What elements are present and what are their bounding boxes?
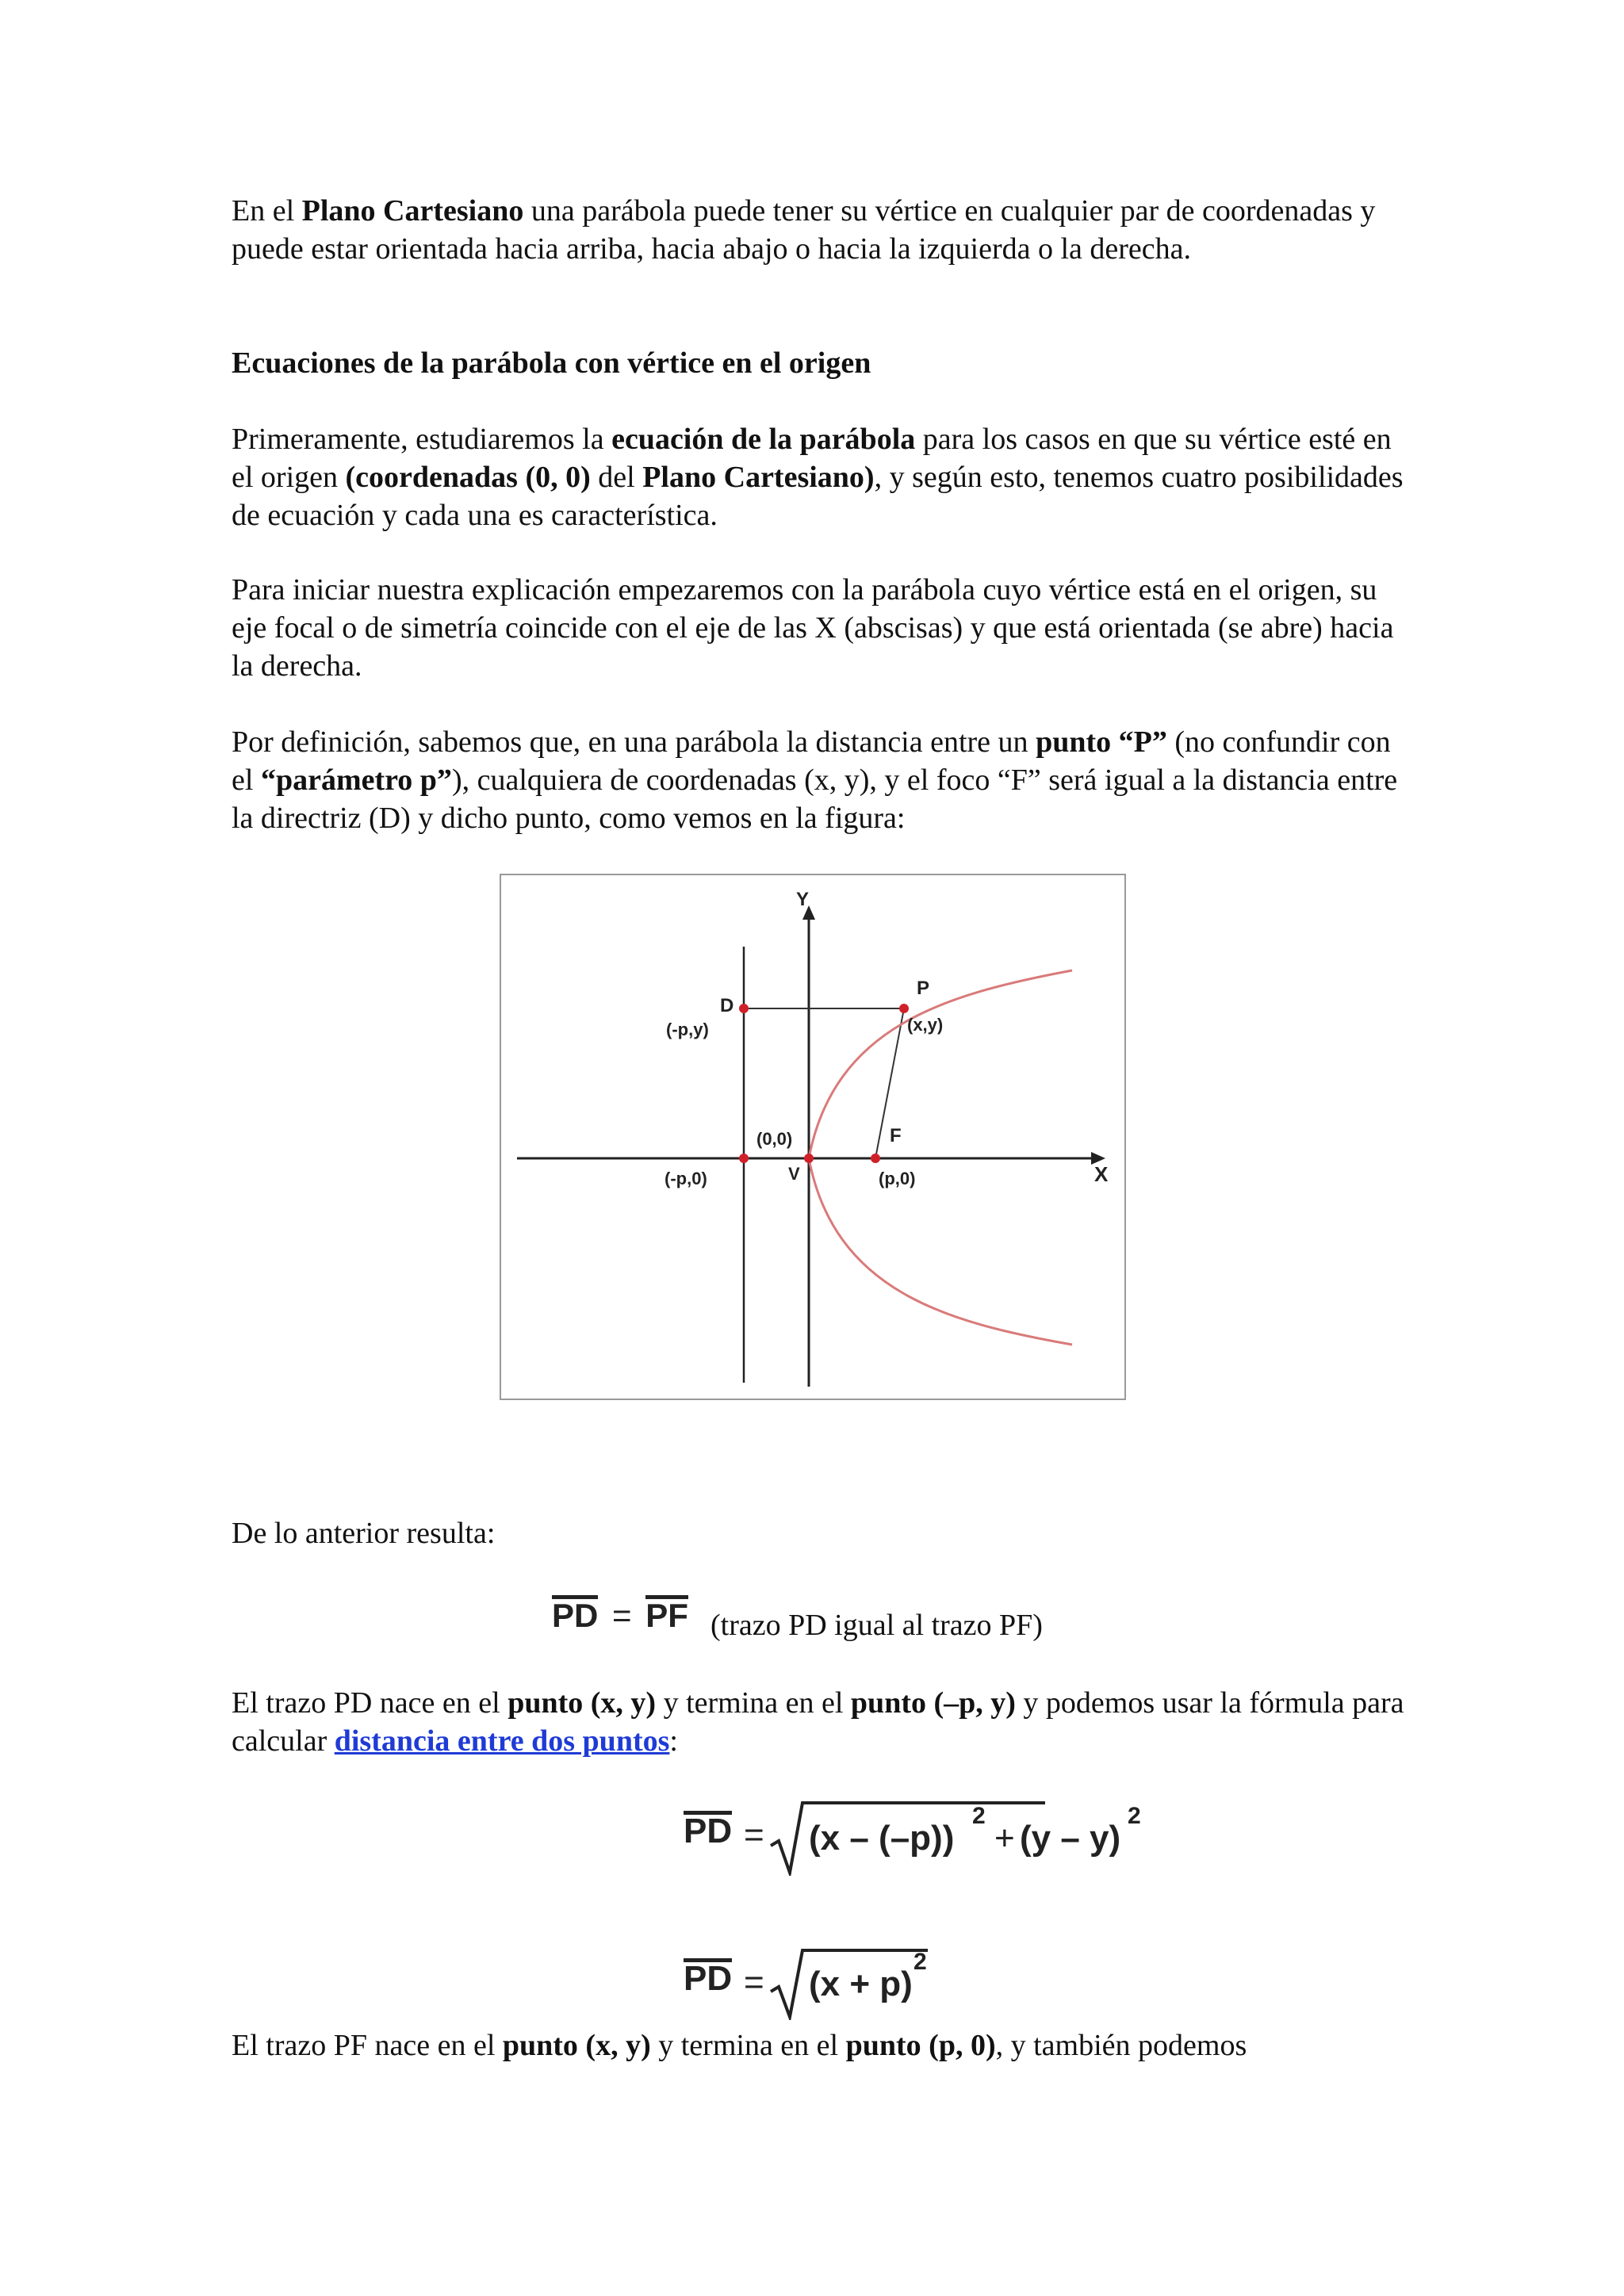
- paragraph-pf-trace: [232, 2026, 1405, 2064]
- pd-segment: PD: [684, 1812, 733, 1850]
- bold-text: Plano Cartesiano: [301, 194, 524, 228]
- equation-pd-distance: [684, 1800, 1159, 1887]
- exponent: 2: [914, 1949, 927, 1975]
- p-coords-label: (x,y): [907, 1015, 944, 1035]
- equals-sign: =: [744, 1963, 764, 2002]
- equation-note: (trazo PD igual al trazo PF): [710, 1609, 1043, 1642]
- parabola-diagram: [501, 875, 1124, 1399]
- text: , y también podemos: [995, 2029, 1247, 2062]
- radicand-x: (x – (–p)): [809, 1819, 955, 1858]
- point-vertex: [804, 1154, 814, 1163]
- parabola-figure: [500, 874, 1126, 1400]
- f-coords-label: (p,0): [879, 1169, 916, 1188]
- text: ), cualquiera de coordenadas (x, y), y el foco “F” será igual a la distancia entre la directriz (D) y dicho punto, como vemos en la figura:: [232, 763, 1398, 835]
- text: Primeramente, estudiaremos la: [232, 423, 612, 456]
- pd-segment: PD: [552, 1597, 599, 1634]
- point-p: [899, 1004, 909, 1013]
- sqrt-bar: [806, 1949, 928, 1952]
- radicand-y: (y – y): [1020, 1819, 1121, 1858]
- paragraph-explanation: Para iniciar nuestra explicación empezaremos con la parábola cuyo vértice está en el origen, su eje focal o de simetría coincide con el eje de las X (abscisas) y que está orientada (se abre) hacia la derecha.: [232, 573, 1394, 683]
- equals-sign: =: [612, 1597, 632, 1634]
- bold-text: (coordenadas (0, 0): [345, 461, 591, 494]
- paragraph-result: De lo anterior resulta:: [232, 1517, 496, 1550]
- bold-text: “parámetro p”: [260, 763, 452, 797]
- text: En el: [232, 194, 302, 228]
- neg-p-coords-label: (-p,0): [665, 1169, 707, 1188]
- point-focus: [871, 1154, 880, 1163]
- bold-text: Plano Cartesiano): [642, 461, 875, 494]
- bold-text: punto (x, y): [508, 1686, 657, 1720]
- text: y termina en el: [650, 2029, 846, 2062]
- text: y podemos usar la fórmula para calcular: [232, 1686, 1404, 1758]
- text: El trazo PD nace en el: [232, 1686, 508, 1720]
- text: para los casos en que su vértice esté en el origen: [232, 423, 1392, 494]
- paragraph-intro: [232, 192, 1405, 268]
- x-axis-label: X: [1094, 1162, 1109, 1186]
- point-d: [739, 1004, 749, 1013]
- bold-text: ecuación de la parábola: [611, 423, 916, 456]
- paragraph-vertex-origin: [232, 420, 1405, 534]
- f-label: F: [890, 1125, 902, 1146]
- sqrt-icon: [769, 1947, 807, 2020]
- equation-pd-simplified: [684, 1947, 937, 2026]
- v-label: V: [788, 1164, 800, 1184]
- p-label: P: [917, 978, 930, 999]
- y-axis-label: Y: [796, 889, 810, 910]
- equals-sign: =: [744, 1816, 764, 1854]
- paragraph-definition: [232, 723, 1405, 837]
- text: una parábola puede tener su vértice en cualquier par de coordenadas y puede estar orientada hacia arriba, hacia abajo o hacia la izquierda o la derecha.: [232, 194, 1376, 266]
- bold-text: punto “P”: [1036, 725, 1167, 759]
- text: y termina en el: [656, 1686, 851, 1720]
- distance-between-points-link[interactable]: distancia entre dos puntos: [334, 1724, 670, 1758]
- text: , y según esto, tenemos cuatro posibilidades de ecuación y cada una es característica.: [232, 461, 1404, 532]
- paragraph-pd-trace: [232, 1684, 1405, 1760]
- exponent: 2: [1128, 1803, 1141, 1829]
- sqrt-icon: [769, 1800, 807, 1876]
- text: del: [590, 461, 643, 494]
- pd-segment: PD: [684, 1959, 733, 1998]
- pf-segment: PF: [645, 1597, 688, 1634]
- text: Por definición, sabemos que, en una parábola la distancia entre un: [232, 725, 1036, 759]
- radicand: (x + p): [809, 1965, 913, 2003]
- text: :: [669, 1724, 678, 1758]
- point-neg-p: [739, 1154, 749, 1163]
- sqrt-bar: [806, 1801, 1045, 1804]
- plus-sign: +: [994, 1819, 1015, 1858]
- section-heading: Ecuaciones de la parábola con vértice en el origen: [232, 346, 871, 380]
- equation-pd-equals-pf: [552, 1595, 688, 1635]
- bold-text: punto (–p, y): [850, 1686, 1016, 1720]
- d-label: D: [720, 995, 734, 1016]
- bold-text: punto (x, y): [502, 2029, 651, 2062]
- text: (no confundir con el: [232, 725, 1391, 797]
- d-coords-label: (-p,y): [666, 1020, 709, 1039]
- bold-text: punto (p, 0): [845, 2029, 996, 2062]
- origin-coords-label: (0,0): [756, 1129, 793, 1149]
- text: El trazo PF nace en el: [232, 2029, 503, 2062]
- exponent: 2: [972, 1803, 986, 1829]
